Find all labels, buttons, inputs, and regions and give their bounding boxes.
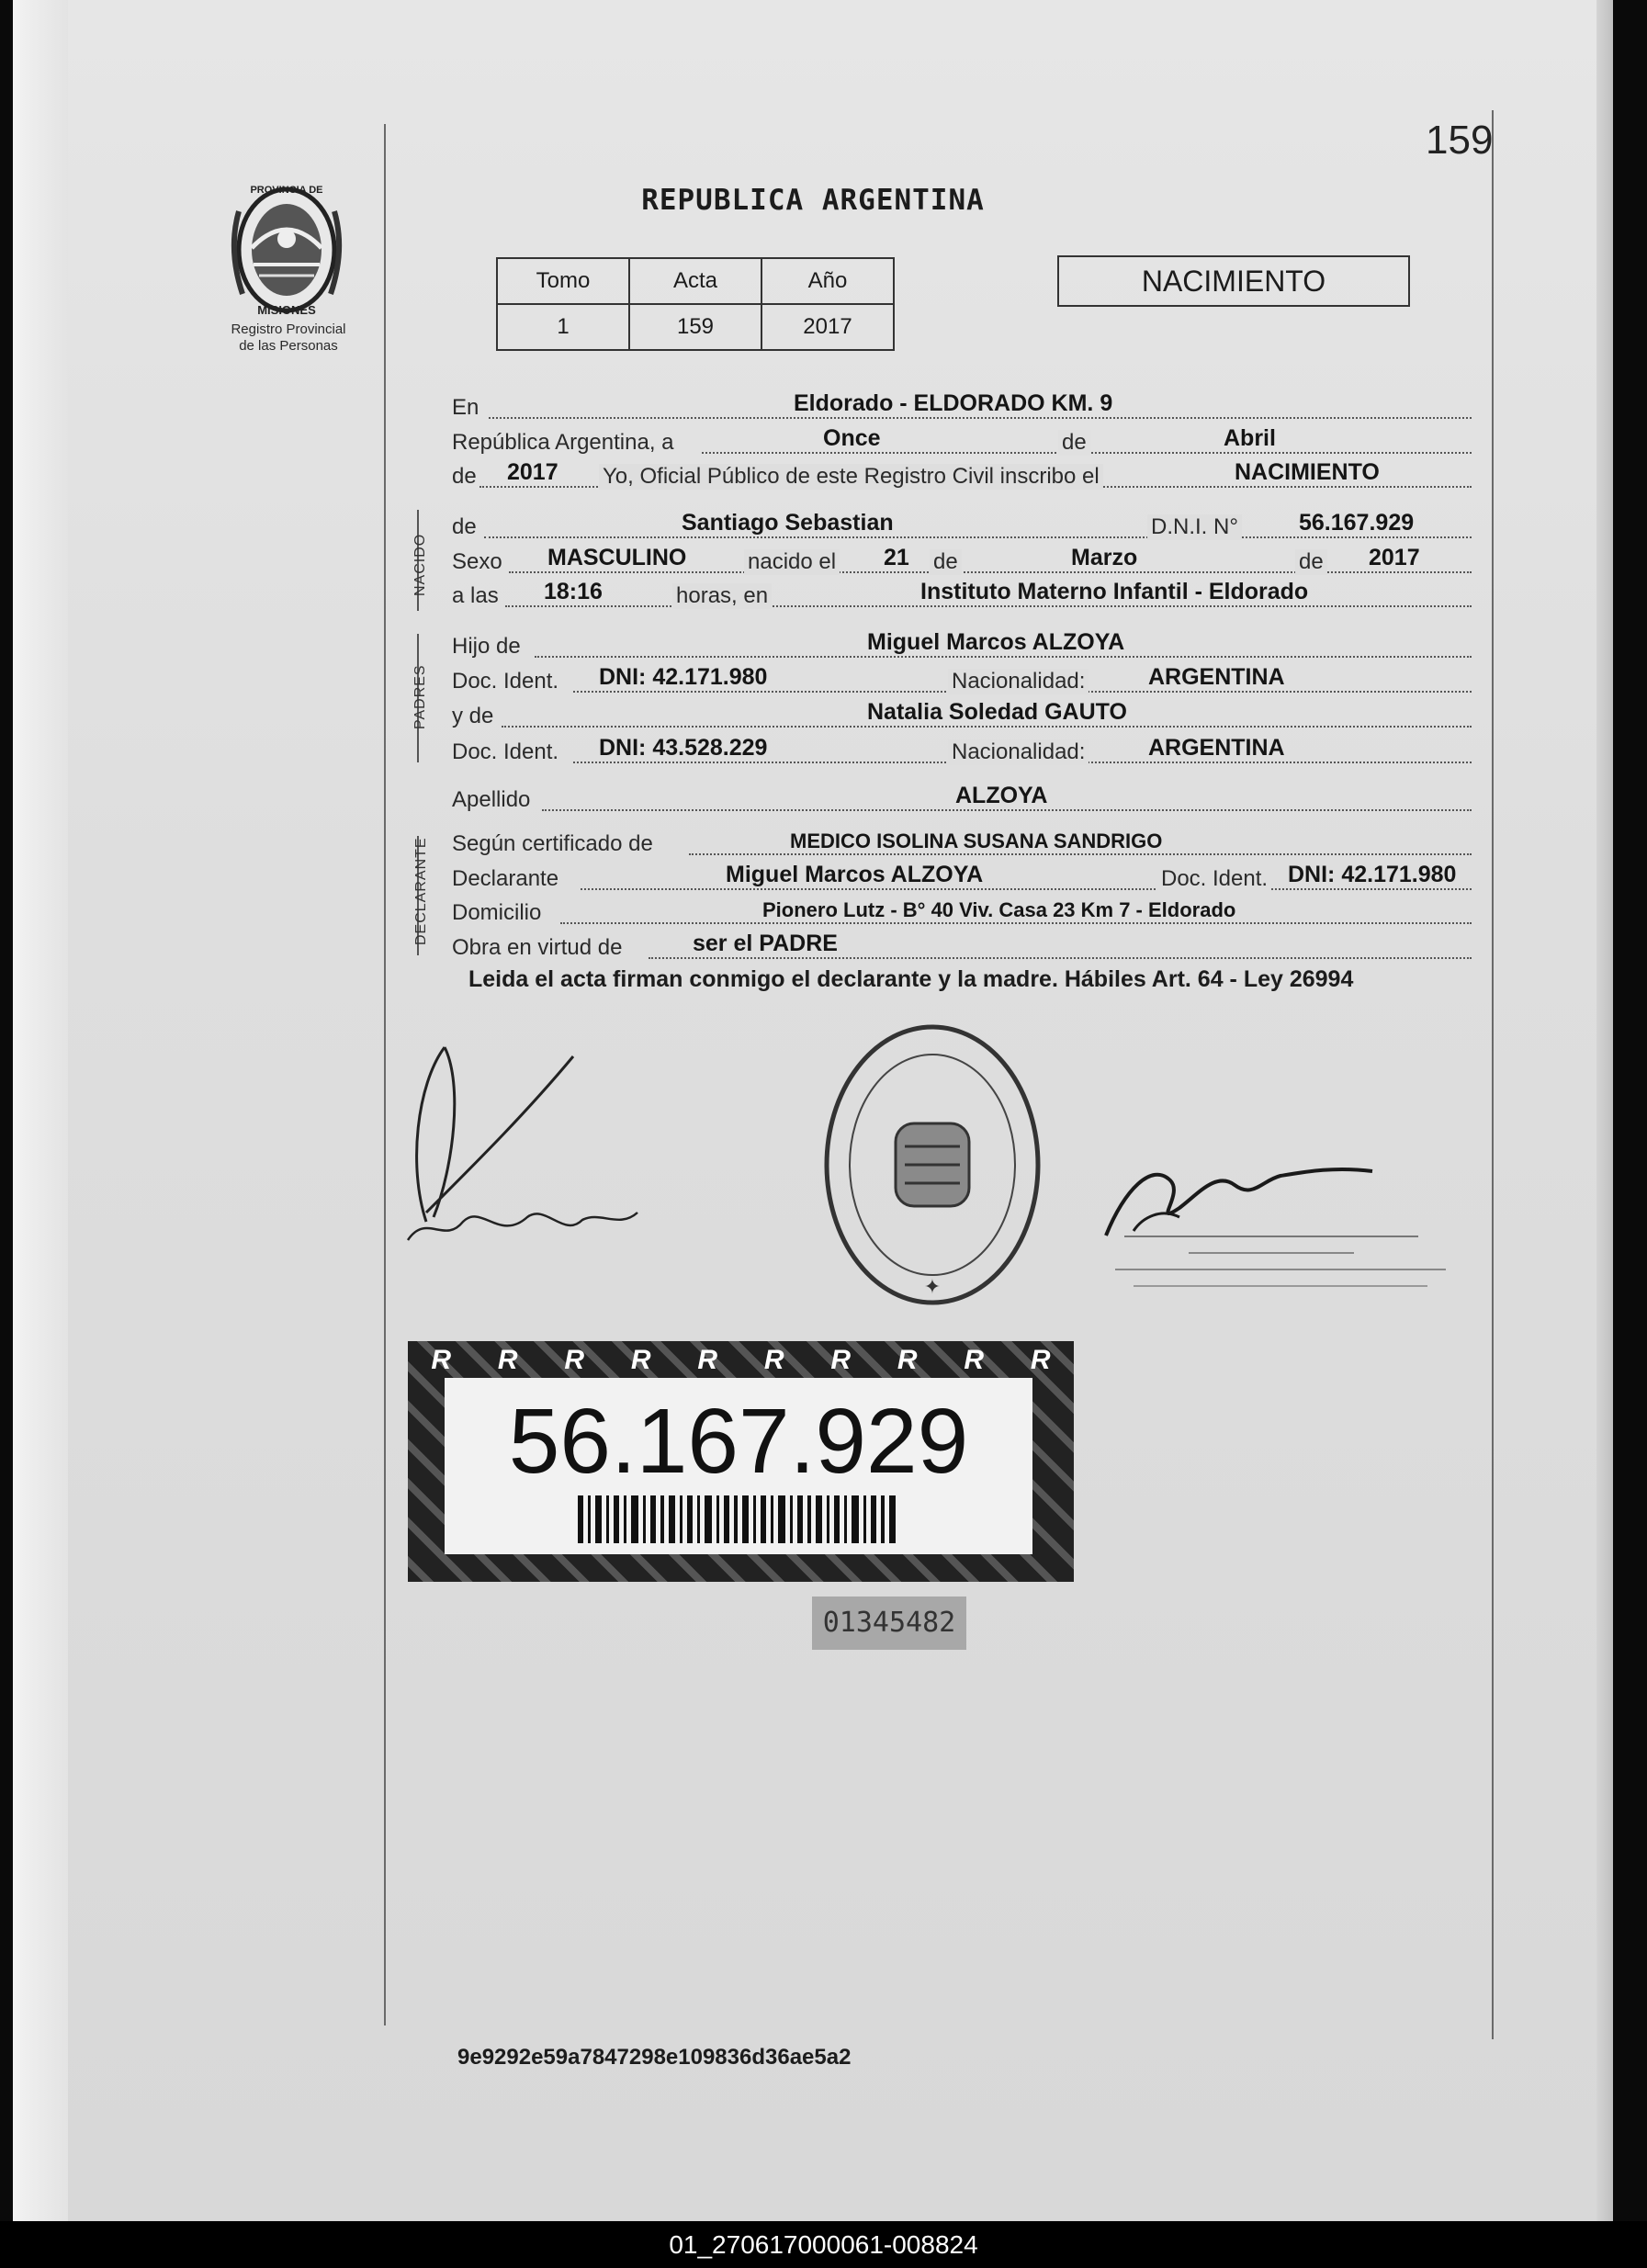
table-row <box>497 304 894 350</box>
band-letter: R <box>763 1345 784 1375</box>
value-birth-place: Instituto Materno Infantil - Eldorado <box>920 579 1309 604</box>
table-header-ano: Año <box>761 258 894 304</box>
section-label-declarante: DECLARANTE <box>413 837 429 945</box>
label-horas-en: horas, en <box>672 583 772 609</box>
band-letter: R <box>497 1345 518 1375</box>
label-de: de <box>452 514 477 539</box>
svg-text:✦: ✦ <box>923 1275 942 1298</box>
value-mother-nationality: ARGENTINA <box>1148 735 1285 761</box>
label-y-de: y de <box>452 704 494 728</box>
row-place <box>452 386 1472 423</box>
row-father-doc <box>452 660 1472 696</box>
label-nacionalidad: Nacionalidad: <box>948 739 1089 765</box>
crest-caption-line: de las Personas <box>239 338 338 354</box>
value-declarant-doc: DNI: 42.171.980 <box>1288 862 1457 887</box>
label-nacionalidad: Nacionalidad: <box>948 669 1089 694</box>
dotted-line <box>489 417 1472 419</box>
label-doc-ident: Doc. Ident. <box>1157 866 1271 892</box>
band-letter: R <box>431 1345 452 1375</box>
band-letter: R <box>1030 1345 1051 1375</box>
value-father-doc: DNI: 42.171.980 <box>599 664 768 690</box>
dotted-line <box>484 536 1472 538</box>
label-sexo: Sexo <box>452 549 502 574</box>
footer-id: 01_270617000061-008824 <box>0 2221 1647 2268</box>
value-month: Abril <box>1224 425 1276 451</box>
declarant-signature-icon <box>389 1029 665 1249</box>
label-hijo-de: Hijo de <box>452 634 521 659</box>
value-capacity: ser el PADRE <box>693 931 838 956</box>
dotted-line <box>581 888 1472 890</box>
barcode-panel <box>445 1378 1032 1554</box>
value-birth-month: Marzo <box>1071 545 1138 570</box>
dotted-line <box>502 726 1472 728</box>
value-sexo: MASCULINO <box>547 545 687 570</box>
row-declarant <box>452 857 1472 894</box>
document-page <box>13 0 1613 2221</box>
label-virtud: Obra en virtud de <box>452 935 623 960</box>
value-declarant-name: Miguel Marcos ALZOYA <box>726 862 984 887</box>
row-time-place <box>452 574 1472 611</box>
official-stamp-text <box>1115 1217 1464 1287</box>
row-sex-birth <box>452 540 1472 577</box>
label-doc-ident: Doc. Ident. <box>452 739 559 764</box>
table-header-acta: Acta <box>629 258 761 304</box>
table-header-tomo: Tomo <box>497 258 629 304</box>
section-label-padres: PADRES <box>412 664 428 729</box>
value-address: Pionero Lutz - B° 40 Viv. Casa 23 Km 7 - Eldorado <box>762 898 1236 921</box>
dotted-line <box>649 957 1472 959</box>
label-de: de <box>1295 549 1327 575</box>
label-nacido: nacido el <box>744 549 840 575</box>
row-address <box>452 891 1472 928</box>
label-doc-ident: Doc. Ident. <box>452 669 559 694</box>
dotted-line <box>542 809 1472 811</box>
band-letter: R <box>897 1345 918 1375</box>
row-mother-doc <box>452 730 1472 767</box>
dotted-line <box>560 922 1472 924</box>
row-mother <box>452 694 1472 731</box>
section-label-nacido: NACIDO <box>412 533 428 596</box>
crest-caption <box>197 322 380 355</box>
value-dni: 56.167.929 <box>1299 510 1415 536</box>
barcode-band <box>408 1341 1074 1380</box>
control-number: 01345482 <box>812 1597 966 1650</box>
barcode-label <box>408 1341 1074 1582</box>
value-birth-day: 21 <box>884 545 909 570</box>
table-row <box>497 258 894 304</box>
act-type-box: NACIMIENTO <box>1057 255 1410 307</box>
band-letter: R <box>630 1345 651 1375</box>
value-hora: 18:16 <box>544 579 603 604</box>
value-place: Eldorado - ELDORADO KM. 9 <box>794 390 1113 416</box>
label-declarante: Declarante <box>452 866 559 891</box>
band-letter: R <box>564 1345 585 1375</box>
dotted-line <box>505 605 1472 607</box>
value-mother-doc: DNI: 43.528.229 <box>599 735 768 761</box>
row-father <box>452 625 1472 661</box>
label-domicilio: Domicilio <box>452 900 542 925</box>
value-father-nationality: ARGENTINA <box>1148 664 1285 690</box>
dotted-line <box>689 853 1472 855</box>
value-day: Once <box>823 425 881 451</box>
reference-table <box>496 257 895 351</box>
page-number: 159 <box>1426 118 1494 163</box>
row-certificate <box>452 822 1472 859</box>
label-republica: República Argentina, a <box>452 430 674 455</box>
row-date <box>452 421 1472 457</box>
table-cell-acta: 159 <box>629 304 761 350</box>
band-letter: R <box>697 1345 718 1375</box>
left-margin-line <box>384 124 386 2025</box>
value-certificate: MEDICO ISOLINA SUSANA SANDRIGO <box>790 829 1163 852</box>
label-dni: D.N.I. N° <box>1147 514 1242 540</box>
crest-bottom-text: MISIONES <box>257 303 316 317</box>
label-apellido: Apellido <box>452 787 531 812</box>
closing-statement: Leida el acta firman conmigo el declarante y la madre. Hábiles Art. 64 - Ley 26994 <box>468 966 1354 992</box>
label-a-las: a las <box>452 583 499 608</box>
label-de: de <box>452 464 477 489</box>
row-inscription <box>452 455 1472 491</box>
crest-caption-line: Registro Provincial <box>231 322 346 337</box>
table-cell-tomo: 1 <box>497 304 629 350</box>
dotted-line <box>535 656 1472 658</box>
barcode-number: 56.167.929 <box>508 1390 969 1493</box>
page-title: REPUBLICA ARGENTINA <box>641 184 985 217</box>
value-inscribo: NACIMIENTO <box>1235 459 1380 485</box>
label-de: de <box>930 549 962 575</box>
row-surname <box>452 778 1472 815</box>
row-name <box>452 505 1472 542</box>
label-certificado: Según certificado de <box>452 831 653 856</box>
registry-seal-icon <box>808 1018 1056 1312</box>
document-hash: 9e9292e59a7847298e109836d36ae5a2 <box>457 2045 852 2070</box>
value-birth-year: 2017 <box>1369 545 1420 570</box>
band-letter: R <box>964 1345 985 1375</box>
value-child-name: Santiago Sebastian <box>682 510 894 536</box>
label-oficial: Yo, Oficial Público de este Registro Civil inscribo el <box>599 464 1103 490</box>
table-cell-ano: 2017 <box>761 304 894 350</box>
label-en: En <box>452 395 479 420</box>
row-capacity <box>452 926 1472 963</box>
value-surname: ALZOYA <box>955 783 1048 808</box>
band-letter: R <box>830 1345 852 1375</box>
value-father-name: Miguel Marcos ALZOYA <box>867 629 1125 655</box>
label-de: de <box>1058 430 1090 456</box>
value-year: 2017 <box>507 459 558 485</box>
dotted-line <box>509 571 1472 573</box>
crest-top-text: PROVINCIA DE <box>250 185 323 196</box>
right-margin-line <box>1492 110 1494 2039</box>
value-mother-name: Natalia Soledad GAUTO <box>867 699 1127 725</box>
barcode-bars-icon <box>578 1495 901 1543</box>
